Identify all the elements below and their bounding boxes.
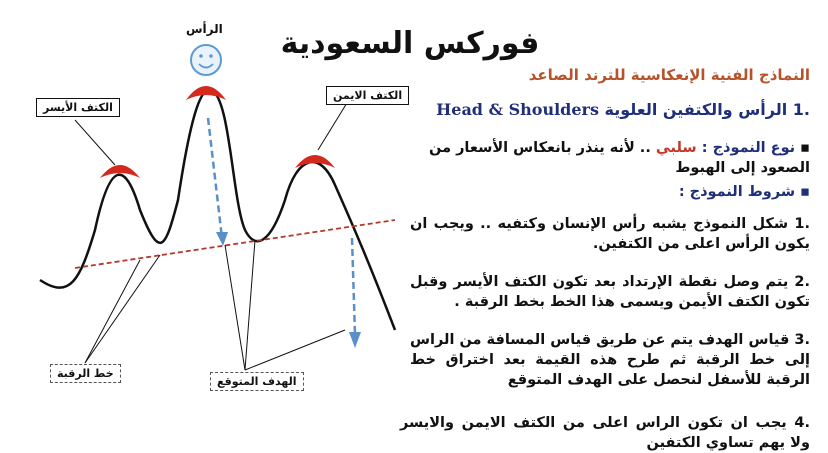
left-shoulder-pointer	[75, 120, 115, 165]
condition-text: يتم وصل نقطة الإرتداد بعد تكون الكتف الأيسر وقبل تكون الكتف الأيمن ويسمى هذا الخط بخط الرقبة .	[410, 274, 810, 310]
condition-text: يجب ان تكون الراس اعلى من الكتف الايمن والايسر ولا يهم تساوي الكتفين	[400, 415, 810, 451]
condition-item	[400, 413, 810, 453]
pattern-number: .1	[792, 100, 810, 119]
target-pointer-2	[245, 330, 345, 370]
head-label: الرأس	[186, 22, 223, 36]
pattern-type	[410, 138, 810, 178]
right-shoulder-pointer	[318, 98, 350, 150]
condition-item	[410, 214, 810, 254]
pattern-title-ar: الرأس والكتفين العلوية	[604, 100, 788, 119]
neckline-pointer-2	[85, 260, 140, 363]
condition-number: .4	[794, 415, 810, 431]
section-heading: النماذج الفنية الإنعكاسية للترند الصاعد	[528, 66, 810, 84]
head-to-neckline-arrow	[208, 118, 222, 238]
bullet-square-icon: ▪	[795, 184, 810, 200]
type-label: نوع النموذج :	[701, 140, 796, 156]
neckline	[75, 220, 395, 268]
condition-text: شكل النموذج يشبه رأس الإنسان وكتفيه .. ويجب ان يكون الرأس اعلى من الكتفين.	[410, 216, 810, 252]
head-cap	[186, 86, 226, 100]
type-value: سلبي	[655, 140, 697, 156]
condition-item	[410, 272, 810, 312]
pattern-title	[380, 100, 810, 119]
condition-number: .1	[794, 216, 810, 232]
condition-text: قياس الهدف يتم عن طريق قياس المسافة من الراس إلى خط الرقبة ثم طرح هذه القيمة بعد اختراق خط الرقبة للأسفل لنحصل على الهدف المتوقع	[410, 332, 810, 388]
target-pointer-3	[245, 240, 255, 370]
neckline-pointer-1	[85, 255, 160, 363]
bullet-square-icon: ▪	[795, 140, 810, 156]
condition-number: .2	[794, 274, 810, 290]
conditions-label: شروط النموذج :	[678, 184, 796, 200]
condition-item	[410, 330, 810, 390]
condition-number: .3	[794, 332, 810, 348]
pattern-title-en: Head & Shoulders	[436, 100, 599, 119]
target-pointer-1	[225, 245, 245, 370]
neckline-callout: خط الرقبة	[50, 364, 121, 383]
type-text: .. لأنه ينذر بانعكاس الأسعار من الصعود إلى الهبوط	[429, 140, 810, 176]
brand-title: فوركس السعودية	[280, 26, 540, 61]
left-shoulder-callout: الكتف الأيسر	[36, 98, 120, 117]
arrow-head-1	[216, 232, 228, 246]
left-shoulder-cap	[100, 165, 140, 178]
target-callout: الهدف المتوقع	[210, 372, 304, 391]
conditions-label-row	[430, 184, 810, 200]
smiley-face-icon	[191, 45, 221, 75]
arrow-head-2	[349, 332, 361, 348]
right-shoulder-callout: الكتف الايمن	[326, 86, 409, 105]
target-projection-arrow	[352, 238, 355, 335]
